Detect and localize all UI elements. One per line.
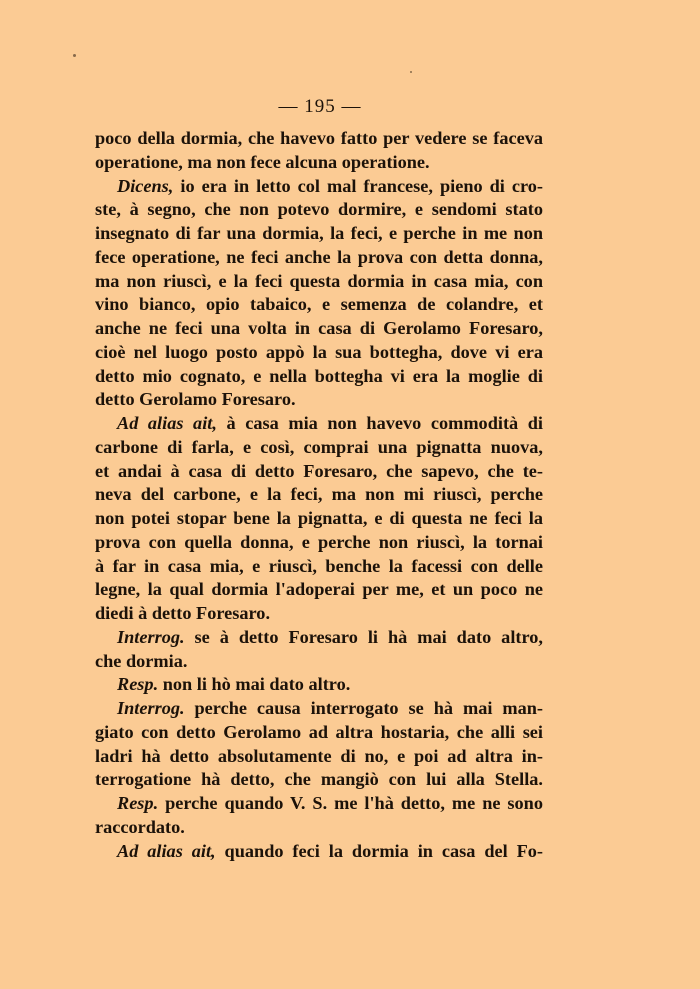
- page-number: — 195 —: [278, 96, 362, 117]
- line-text: non li hò mai dato altro.: [158, 674, 351, 695]
- line-text: carbone di farla, e così, comprai una pignatta nuova,: [95, 436, 543, 457]
- text-line: [95, 578, 543, 602]
- line-text: raccordato.: [95, 816, 185, 837]
- line-text: perche quando V. S. me l'hà detto, me ne sono: [158, 793, 543, 813]
- text-line: [95, 436, 543, 460]
- line-text: et andai à casa di detto Foresaro, che sapevo, che te-: [95, 460, 543, 481]
- line-text: neva del carbone, e la feci, ma non mi riuscì, perche: [95, 484, 543, 505]
- line-text: insegnato di far una dormia, la feci, e perche in me non: [95, 223, 543, 243]
- text-line: [95, 673, 543, 697]
- text-line: [95, 246, 543, 270]
- line-text: cioè nel luogo posto appò la sua bottegha, dove vi era: [95, 341, 543, 362]
- paper-speck: [73, 54, 76, 57]
- page-body-text: [95, 127, 543, 863]
- speaker-marker: Ad alias ait,: [117, 840, 216, 861]
- text-line: [95, 151, 543, 175]
- text-line: [95, 460, 543, 484]
- text-line: [95, 175, 543, 199]
- text-line: [95, 650, 543, 674]
- line-text: detto Gerolamo Foresaro.: [95, 389, 296, 410]
- text-line: [95, 365, 543, 389]
- text-line: [95, 626, 543, 650]
- text-line: [95, 483, 543, 507]
- text-line: [95, 412, 543, 436]
- line-text: detto mio cognato, e nella bottegha vi era la moglie di: [95, 365, 543, 386]
- line-text: che dormia.: [95, 650, 188, 671]
- line-text: non potei stopar bene la pignatta, e di questa ne feci la: [95, 508, 543, 528]
- speaker-marker: Resp.: [117, 793, 159, 813]
- paper-speck: [410, 71, 412, 73]
- line-text: vino bianco, opio tabaico, e semenza de colandre, et: [95, 294, 543, 315]
- line-text: terrogatione hà detto, che mangiò con lui alla Stella.: [95, 769, 543, 790]
- speaker-marker: Interrog.: [117, 626, 185, 647]
- line-text: anche ne feci una volta in casa di Gerolamo Foresaro,: [95, 318, 543, 338]
- text-line: [95, 198, 543, 222]
- line-text: à far in casa mia, e riuscì, benche la facessi con delle: [95, 555, 543, 576]
- speaker-marker: Ad alias ait,: [117, 413, 217, 433]
- text-line: [95, 270, 543, 294]
- text-line: [95, 816, 543, 840]
- text-line: [95, 531, 543, 555]
- line-text: giato con detto Gerolamo ad altra hostaria, che alli sei: [95, 721, 543, 742]
- line-text: legne, la qual dormia l'adoperai per me, et un poco ne: [95, 579, 543, 600]
- speaker-marker: Dicens,: [117, 175, 174, 196]
- text-line: [95, 127, 543, 151]
- line-text: operatione, ma non fece alcuna operatione.: [95, 151, 430, 172]
- text-line: [95, 840, 543, 864]
- text-line: [95, 745, 543, 769]
- text-line: [95, 555, 543, 579]
- text-line: [95, 721, 543, 745]
- line-text: se à detto Foresaro li hà mai dato altro,: [184, 626, 543, 647]
- speaker-marker: Interrog.: [117, 698, 185, 718]
- text-line: [95, 317, 543, 341]
- line-text: ste, à segno, che non potevo dormire, e sendomi stato: [95, 199, 543, 220]
- line-text: à casa mia non havevo commodità di: [216, 413, 543, 433]
- line-text: ma non riuscì, e la feci questa dormia in casa mia, con: [95, 270, 543, 291]
- line-text: diedi à detto Foresaro.: [95, 603, 271, 623]
- text-line: [95, 293, 543, 317]
- line-text: quando feci la dormia in casa del Fo-: [215, 840, 543, 861]
- line-text: io era in letto col mal francese, pieno di cro-: [173, 175, 543, 196]
- text-line: [95, 768, 543, 792]
- text-line: [95, 341, 543, 365]
- line-text: ladri hà detto absolutamente di no, e poi ad altra in-: [95, 745, 543, 766]
- text-line: [95, 388, 543, 412]
- text-line: [95, 222, 543, 246]
- line-text: perche causa interrogato se hà mai man-: [184, 698, 543, 718]
- text-line: [95, 602, 543, 626]
- line-text: prova con quella donna, e perche non riuscì, la tornai: [95, 531, 543, 552]
- text-line: [95, 507, 543, 531]
- text-line: [95, 697, 543, 721]
- speaker-marker: Resp.: [117, 674, 159, 695]
- text-line: [95, 792, 543, 816]
- line-text: poco della dormia, che havevo fatto per vedere se faceva: [95, 128, 543, 148]
- line-text: fece operatione, ne feci anche la prova con detta donna,: [95, 246, 543, 267]
